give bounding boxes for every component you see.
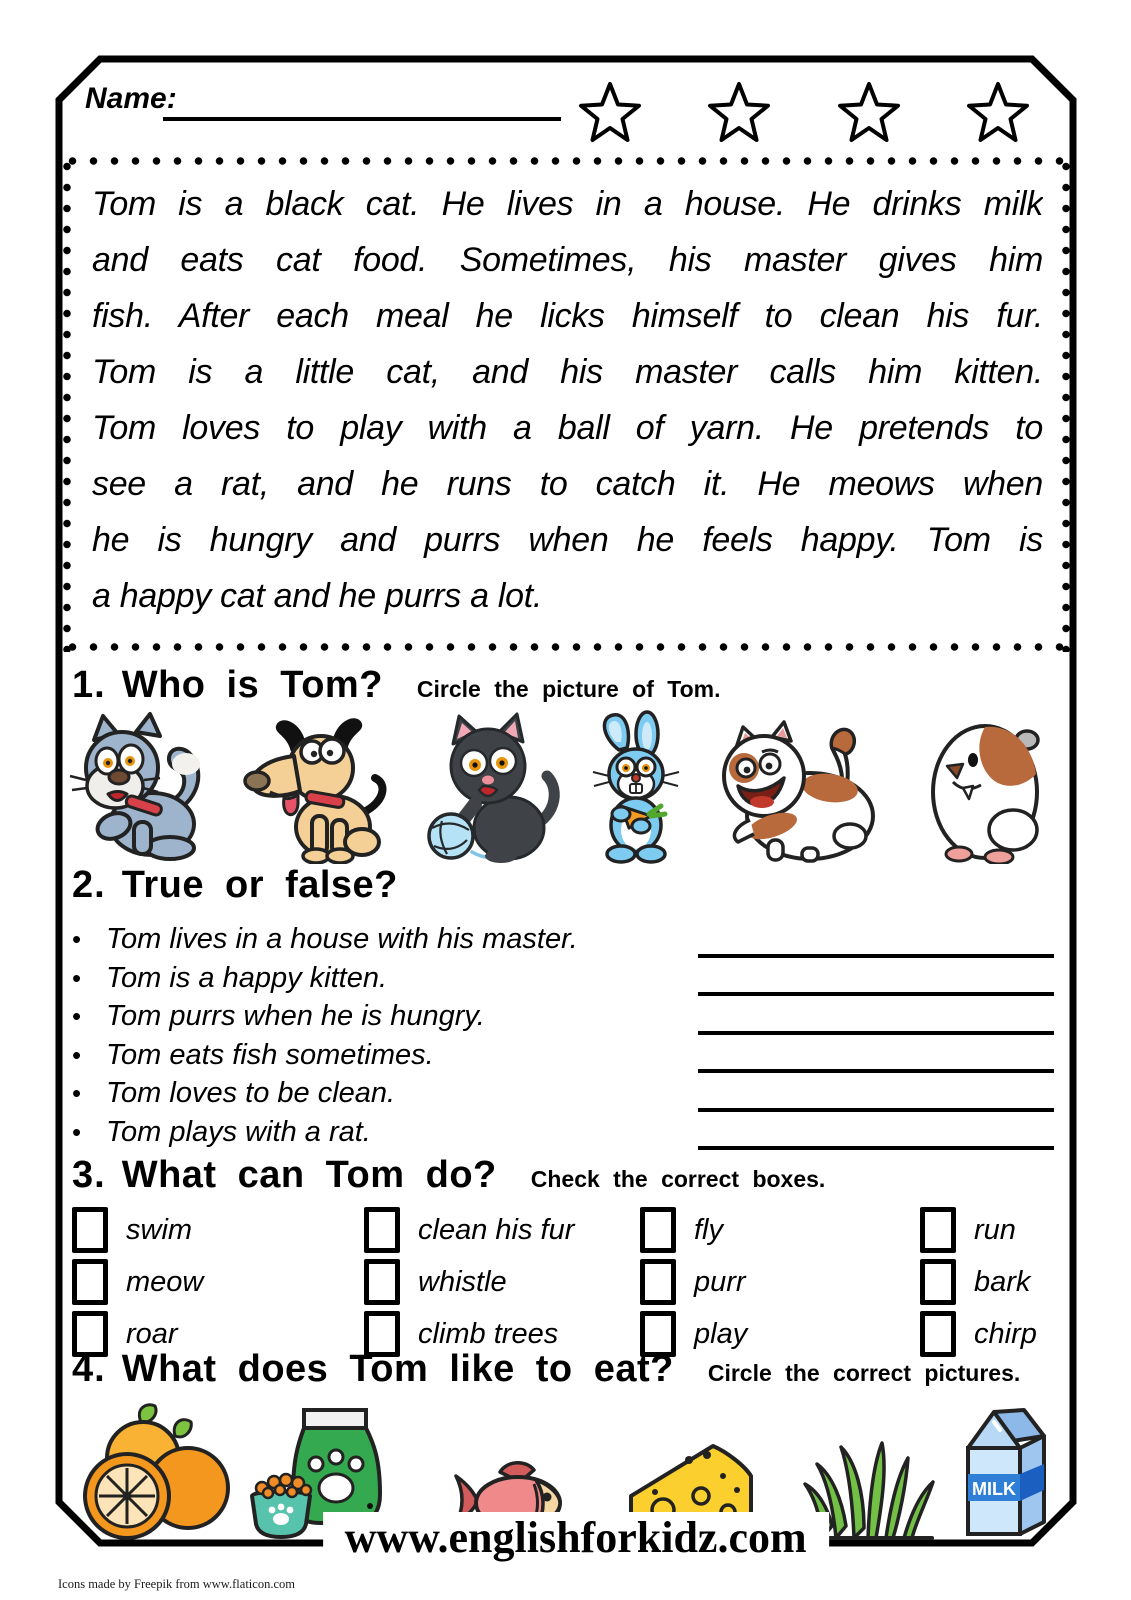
statement: Tom is a happy kitten. bbox=[106, 961, 388, 994]
bullet: • bbox=[72, 962, 82, 993]
question-instruction: Circle the correct pictures. bbox=[707, 1360, 1021, 1386]
statement: Tom plays with a rat. bbox=[106, 1115, 371, 1148]
answer-line[interactable] bbox=[698, 1146, 1054, 1150]
oranges-image[interactable] bbox=[75, 1400, 235, 1542]
checkbox-label: clean his fur bbox=[418, 1213, 575, 1246]
passage-line: fish. After each meal he licks himself to clean his fur. bbox=[92, 297, 1043, 335]
question-title: What can Tom do? bbox=[121, 1154, 497, 1196]
checkbox-label: fly bbox=[694, 1213, 723, 1246]
question-1-heading bbox=[72, 664, 721, 707]
statement: Tom lives in a house with his master. bbox=[106, 923, 578, 955]
checkbox-label: climb trees bbox=[418, 1317, 559, 1350]
checkbox-label: meow bbox=[126, 1265, 204, 1298]
statement: Tom loves to be clean. bbox=[106, 1077, 396, 1109]
statement: Tom purrs when he is hungry. bbox=[106, 1000, 485, 1032]
checkbox-grid bbox=[72, 1204, 1072, 1360]
checkbox[interactable] bbox=[364, 1259, 400, 1305]
checkbox-label: chirp bbox=[974, 1317, 1037, 1350]
answer-line[interactable] bbox=[698, 1031, 1054, 1035]
milk-carton-image[interactable] bbox=[950, 1398, 1062, 1542]
passage-line: he is hungry and purrs when he feels happy. Tom is bbox=[92, 521, 1043, 559]
bullet: • bbox=[72, 924, 82, 954]
question-title: What does Tom like to eat? bbox=[121, 1348, 674, 1390]
passage-line: a happy cat and he purrs a lot. bbox=[92, 577, 542, 615]
grey-cat-image[interactable] bbox=[68, 710, 220, 864]
white-orange-cat-image[interactable] bbox=[710, 714, 890, 864]
question-2-heading bbox=[72, 864, 398, 907]
checkbox-label: roar bbox=[126, 1317, 178, 1350]
website-url[interactable]: www.englishforkidz.com bbox=[323, 1512, 829, 1563]
passage-box bbox=[62, 156, 1071, 652]
true-false-row bbox=[72, 1036, 1062, 1075]
checkbox-label: play bbox=[694, 1317, 748, 1350]
true-false-row bbox=[72, 959, 1062, 998]
true-false-row bbox=[72, 1074, 1062, 1113]
dog-image[interactable] bbox=[240, 714, 390, 864]
star-icon[interactable] bbox=[707, 80, 771, 146]
reading-passage bbox=[92, 176, 1043, 624]
checkbox-label: swim bbox=[126, 1213, 193, 1246]
question-instruction: Check the correct boxes. bbox=[530, 1166, 826, 1192]
passage-line: Tom is a black cat. He lives in a house. He drinks milk bbox=[92, 185, 1043, 223]
question-title: Who is Tom? bbox=[121, 664, 383, 706]
passage-line: and eats cat food. Sometimes, his master gives him bbox=[92, 241, 1043, 279]
star-icon[interactable] bbox=[966, 80, 1030, 146]
true-false-row bbox=[72, 1113, 1062, 1152]
rating-stars bbox=[578, 80, 1030, 146]
bullet: • bbox=[72, 1001, 82, 1031]
icon-credits: Icons made by Freepik from www.flaticon.com bbox=[58, 1577, 295, 1591]
checkbox[interactable] bbox=[72, 1259, 108, 1305]
black-cat-with-yarn-image[interactable] bbox=[415, 712, 561, 864]
guinea-pig-image[interactable] bbox=[915, 712, 1059, 864]
question-4-heading bbox=[72, 1348, 1020, 1391]
passage-line: see a rat, and he runs to catch it. He meows when bbox=[92, 465, 1043, 503]
rabbit-with-carrot-image[interactable] bbox=[585, 710, 691, 864]
q1-animal-options bbox=[62, 702, 1071, 864]
checkbox-label: run bbox=[974, 1213, 1016, 1246]
answer-line[interactable] bbox=[698, 1108, 1054, 1112]
answer-line[interactable] bbox=[698, 992, 1054, 996]
question-number: 3. bbox=[72, 1154, 106, 1196]
answer-line[interactable] bbox=[698, 954, 1054, 958]
checkbox-label: whistle bbox=[418, 1265, 507, 1298]
true-false-row bbox=[72, 997, 1062, 1036]
name-label: Name: bbox=[85, 82, 177, 115]
name-input-line[interactable] bbox=[163, 117, 561, 121]
bullet: • bbox=[72, 1116, 82, 1147]
question-number: 1. bbox=[72, 664, 106, 706]
checkbox[interactable] bbox=[640, 1259, 676, 1305]
true-false-row bbox=[72, 920, 1062, 959]
question-number: 2. bbox=[72, 864, 106, 906]
question-title: True or false? bbox=[121, 864, 398, 906]
checkbox[interactable] bbox=[920, 1259, 956, 1305]
star-icon[interactable] bbox=[578, 80, 642, 146]
checkbox[interactable] bbox=[72, 1207, 108, 1253]
question-instruction: Circle the picture of Tom. bbox=[416, 676, 721, 702]
passage-line: Tom loves to play with a ball of yarn. He pretends to bbox=[92, 409, 1043, 447]
statement: Tom eats fish sometimes. bbox=[106, 1038, 434, 1071]
milk-label: MILK bbox=[972, 1479, 1016, 1499]
checkbox-label: bark bbox=[974, 1265, 1031, 1298]
bullet: • bbox=[72, 1039, 82, 1070]
checkbox-label: purr bbox=[694, 1265, 746, 1298]
question-number: 4. bbox=[72, 1348, 106, 1390]
checkbox[interactable] bbox=[364, 1207, 400, 1253]
bullet: • bbox=[72, 1078, 82, 1108]
passage-line: Tom is a little cat, and his master calls him kitten. bbox=[92, 353, 1043, 391]
question-3-heading bbox=[72, 1154, 825, 1197]
star-icon[interactable] bbox=[837, 80, 901, 146]
answer-line[interactable] bbox=[698, 1069, 1054, 1073]
true-false-list bbox=[72, 920, 1062, 1151]
checkbox[interactable] bbox=[640, 1207, 676, 1253]
checkbox[interactable] bbox=[920, 1207, 956, 1253]
